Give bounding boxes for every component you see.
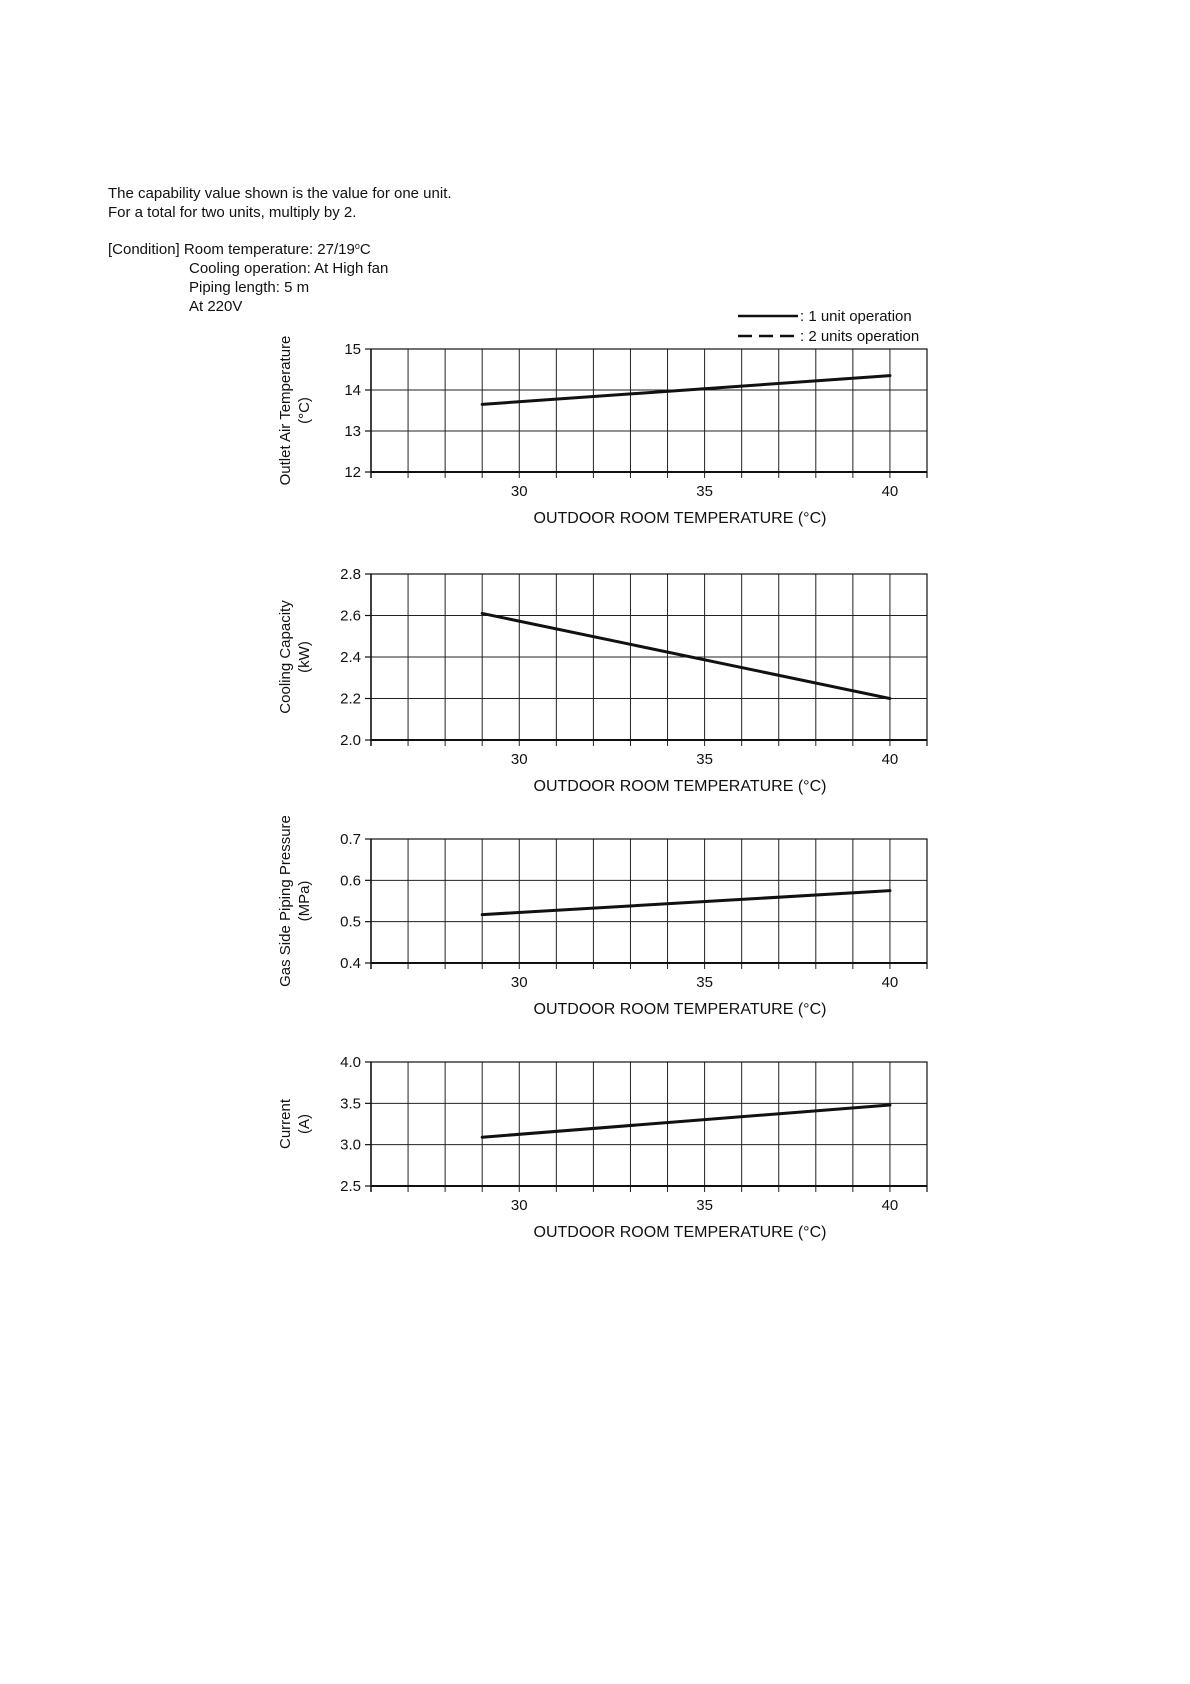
x-axis-label: OUTDOOR ROOM TEMPERATURE (°C) (533, 510, 827, 527)
series-line (482, 1105, 890, 1137)
y-tick-label: 3.5 (340, 1095, 361, 1113)
legend-solid-label: : 1 unit operation (800, 308, 912, 325)
y-tick-label: 2.5 (340, 1178, 361, 1195)
y-tick-label: 0.7 (340, 831, 361, 848)
x-tick-label: 30 (510, 483, 528, 500)
chart-4 (277, 1054, 927, 1241)
x-tick-label: 40 (881, 751, 899, 768)
x-tick-label: 30 (510, 1197, 528, 1214)
y-axis-unit: (A) (296, 1114, 313, 1134)
x-tick-label: 40 (881, 483, 899, 500)
x-tick-label: 35 (696, 1197, 713, 1214)
plot-frame (371, 349, 927, 472)
x-tick-label: 30 (510, 751, 528, 768)
y-tick-label: 0.6 (340, 872, 361, 890)
y-tick-label: 14 (344, 382, 361, 399)
series-line (482, 613, 890, 698)
y-axis-label: Cooling Capacity (277, 600, 294, 714)
y-tick-label: 3.0 (340, 1136, 361, 1154)
x-tick-label: 40 (881, 1197, 899, 1214)
y-tick-label: 2.6 (340, 607, 361, 625)
y-tick-label: 15 (344, 341, 361, 358)
y-tick-label: 4.0 (340, 1054, 361, 1071)
legend (738, 308, 919, 345)
y-tick-label: 12 (344, 464, 361, 481)
note-line-1: The capability value shown is the value for one unit. (108, 185, 452, 202)
legend-dashed-label: : 2 units operation (800, 328, 920, 345)
y-axis-label: Outlet Air Temperature (277, 335, 294, 486)
x-axis-label: OUTDOOR ROOM TEMPERATURE (°C) (533, 778, 827, 795)
y-axis-label: Gas Side Piping Pressure (277, 815, 294, 987)
condition-label: [Condition] (108, 241, 180, 258)
y-axis-unit: (kW) (296, 641, 313, 673)
x-tick-label: 35 (696, 751, 713, 768)
chart-1 (277, 336, 927, 527)
y-axis-unit: (°C) (296, 397, 313, 424)
y-tick-label: 2.0 (340, 732, 361, 749)
condition-piping-length: Piping length: 5 m (189, 279, 310, 296)
condition-cooling-operation: Cooling operation: At High fan (189, 260, 389, 277)
condition-room-temperature-unit: C (359, 241, 371, 258)
y-tick-label: 0.5 (340, 913, 361, 931)
y-tick-label: 2.8 (340, 566, 361, 583)
note-line-2: For a total for two units, multiply by 2. (108, 204, 357, 221)
x-axis-label: OUTDOOR ROOM TEMPERATURE (°C) (533, 1224, 827, 1241)
condition-voltage: At 220V (189, 298, 243, 315)
chart-3 (277, 815, 927, 1018)
x-tick-label: 30 (510, 974, 528, 991)
plot-frame (371, 839, 927, 963)
y-axis-unit: (MPa) (296, 880, 313, 922)
condition-room-temperature: Room temperature: 27/19 (183, 241, 355, 258)
degree-sign: o (354, 241, 360, 251)
y-tick-label: 0.4 (340, 955, 361, 972)
y-tick-label: 2.4 (340, 649, 361, 666)
x-tick-label: 35 (696, 974, 713, 991)
y-tick-label: 2.2 (340, 690, 361, 708)
x-tick-label: 40 (881, 974, 899, 991)
series-line (482, 891, 890, 915)
y-axis-label: Current (277, 1098, 294, 1150)
y-tick-label: 13 (344, 423, 361, 440)
x-tick-label: 35 (696, 483, 713, 500)
chart-2 (277, 566, 927, 795)
x-axis-label: OUTDOOR ROOM TEMPERATURE (°C) (533, 1001, 827, 1018)
